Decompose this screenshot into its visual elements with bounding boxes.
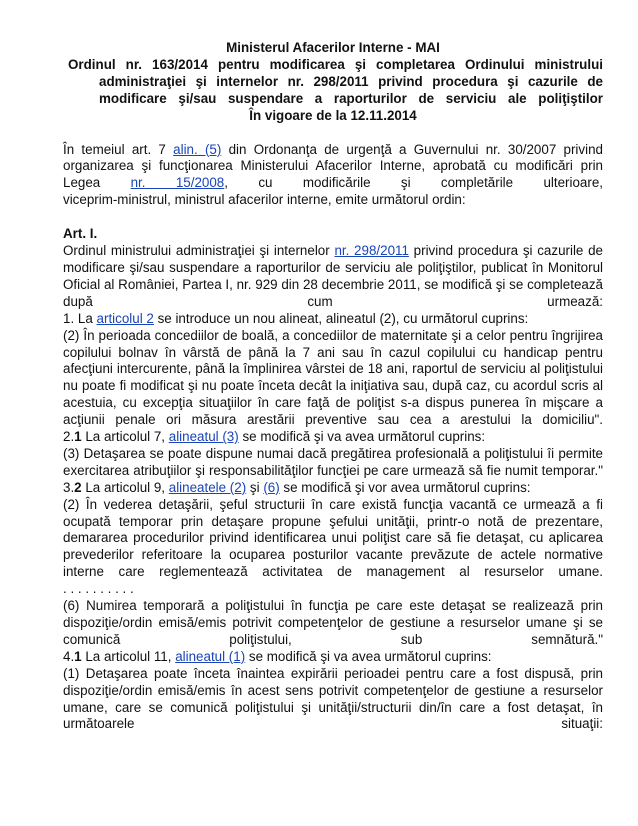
- item-2-text: (3) Detaşarea se poate dispune numai dacă pregătirea profesională a poliţistului îi permite exercitarea atribuţiilor şi responsabilităţilor funcţiei pe care urmează să fie numit temporar.": [63, 445, 603, 478]
- link-articolul-2[interactable]: articolul 2: [96, 310, 154, 326]
- omission-dots: . . . . . . . . . .: [63, 581, 134, 597]
- link-alineatele-2[interactable]: alineatele (2): [168, 479, 247, 495]
- ministry-heading: Ministerul Afacerilor Interne - MAI: [226, 40, 440, 55]
- article-intro: Ordinul ministrului administraţiei şi internelor nr. 298/2011 privind procedura şi cazurile de modificare şi/sau suspendare a raporturilor de serviciu ale poliţiştilor, publicat în Monitorul Oficial al României, Partea I, nr. 929 din 28 decembrie 2011, se modifică şi se completează după cum urmează:: [63, 243, 603, 309]
- link-alineatul-1[interactable]: alineatul (1): [175, 648, 246, 664]
- article-heading: Art. I.: [63, 226, 98, 242]
- issuer-line: viceprim-ministrul, ministrul afacerilor interne, emite următorul ordin:: [63, 192, 466, 208]
- spacer: [63, 125, 603, 142]
- order-title: Ordinul nr. 163/2014 pentru modificarea şi completarea Ordinului ministrului administraţiei şi internelor nr. 298/2011 privind procedura şi cazurile de modificare şi/sau suspendare a raporturilor de serviciu ale poliţiştilor: [68, 56, 603, 106]
- item-4-heading: 4.1 La articolul 11, alineatul (1) se modifică şi va avea următorul cuprins:: [63, 648, 492, 664]
- link-lege-15-2008[interactable]: nr. 15/2008: [130, 175, 225, 191]
- item-1-heading: 1. La articolul 2 se introduce un nou alineat, alineatul (2), cu următorul cuprins:: [63, 310, 529, 326]
- preamble-paragraph: În temeiul art. 7 alin. (5) din Ordonanţa de urgenţă a Guvernului nr. 30/2007 privind organizarea şi funcţionarea Ministerului Afacerilor Interne, aprobată cu modificări prin Legea nr. 15/2008, cu modificările şi completările ulterioare,: [63, 141, 604, 191]
- spacer: [63, 209, 603, 226]
- item-4-text: (1) Detaşarea poate înceta înaintea expirării perioadei pentru care a fost dispusă, prin dispoziţie/ordin emisă/emis în acest sens potrivit competenţelor de gestiune a resurselor umane, care se comunică poliţistului şi unităţii/structurii din/în care a fost detaşat, în următoarele situaţii:: [63, 665, 603, 732]
- item-3-heading: 3.2 La articolul 9, alineatele (2) şi (6) se modifică şi vor avea următorul cuprins:: [63, 479, 531, 495]
- item-3-text-6: (6) Numirea temporară a poliţistului în funcţia pe care este detaşat se realizează prin dispoziţie/ordin emisă/emis potrivit competenţelor de gestiune a resurselor umane şi se comunică poliţistului, sub semnătură.": [63, 598, 603, 647]
- in-force-date: În vigoare de la 12.11.2014: [249, 107, 417, 123]
- item-3-text: (2) În vederea detaşării, şeful structurii în care există funcţia vacantă ce urmează a fi ocupată temporar prin detaşare propune şefului unităţii, printr-o notă de prezentare, demararea procedurilor privind identificarea unui poliţist care să fie detaşat, cu aplicarea prevederilor referitoare la ocuparea posturilor vacante prevăzute de actele normative interne care reglementează activitatea de management al resurselor umane.: [63, 496, 603, 580]
- link-alineatul-6[interactable]: (6): [263, 479, 280, 495]
- item-2-heading: 2.1 La articolul 7, alineatul (3) se modifică şi va avea următorul cuprins:: [63, 429, 486, 445]
- document-body: [63, 40, 603, 733]
- item-1-text: (2) În perioada concediilor de boală, a concediilor de maternitate şi a celor pentru îngrijirea copilului bolnav în vârstă de până la 7 ani sau în cazul copilului cu handicap pentru afecţiuni intercurente, până la împlinirea vârstei de 18 ani, raportul de serviciu al poliţistului nu poate fi modificat şi nu poate înceta decât la iniţiativa sau, după caz, cu acordul scris al acestuia, cu excepţia situaţiilor în care faţă de poliţist s-a dispus punerea în mişcare a acţiunii penale ori măsura arestării preventive sau cea a arestului la domiciliu".: [63, 327, 603, 428]
- link-alin-5[interactable]: alin. (5): [173, 141, 222, 157]
- link-ordin-298-2011[interactable]: nr. 298/2011: [334, 243, 409, 259]
- link-alineatul-3[interactable]: alineatul (3): [168, 429, 239, 445]
